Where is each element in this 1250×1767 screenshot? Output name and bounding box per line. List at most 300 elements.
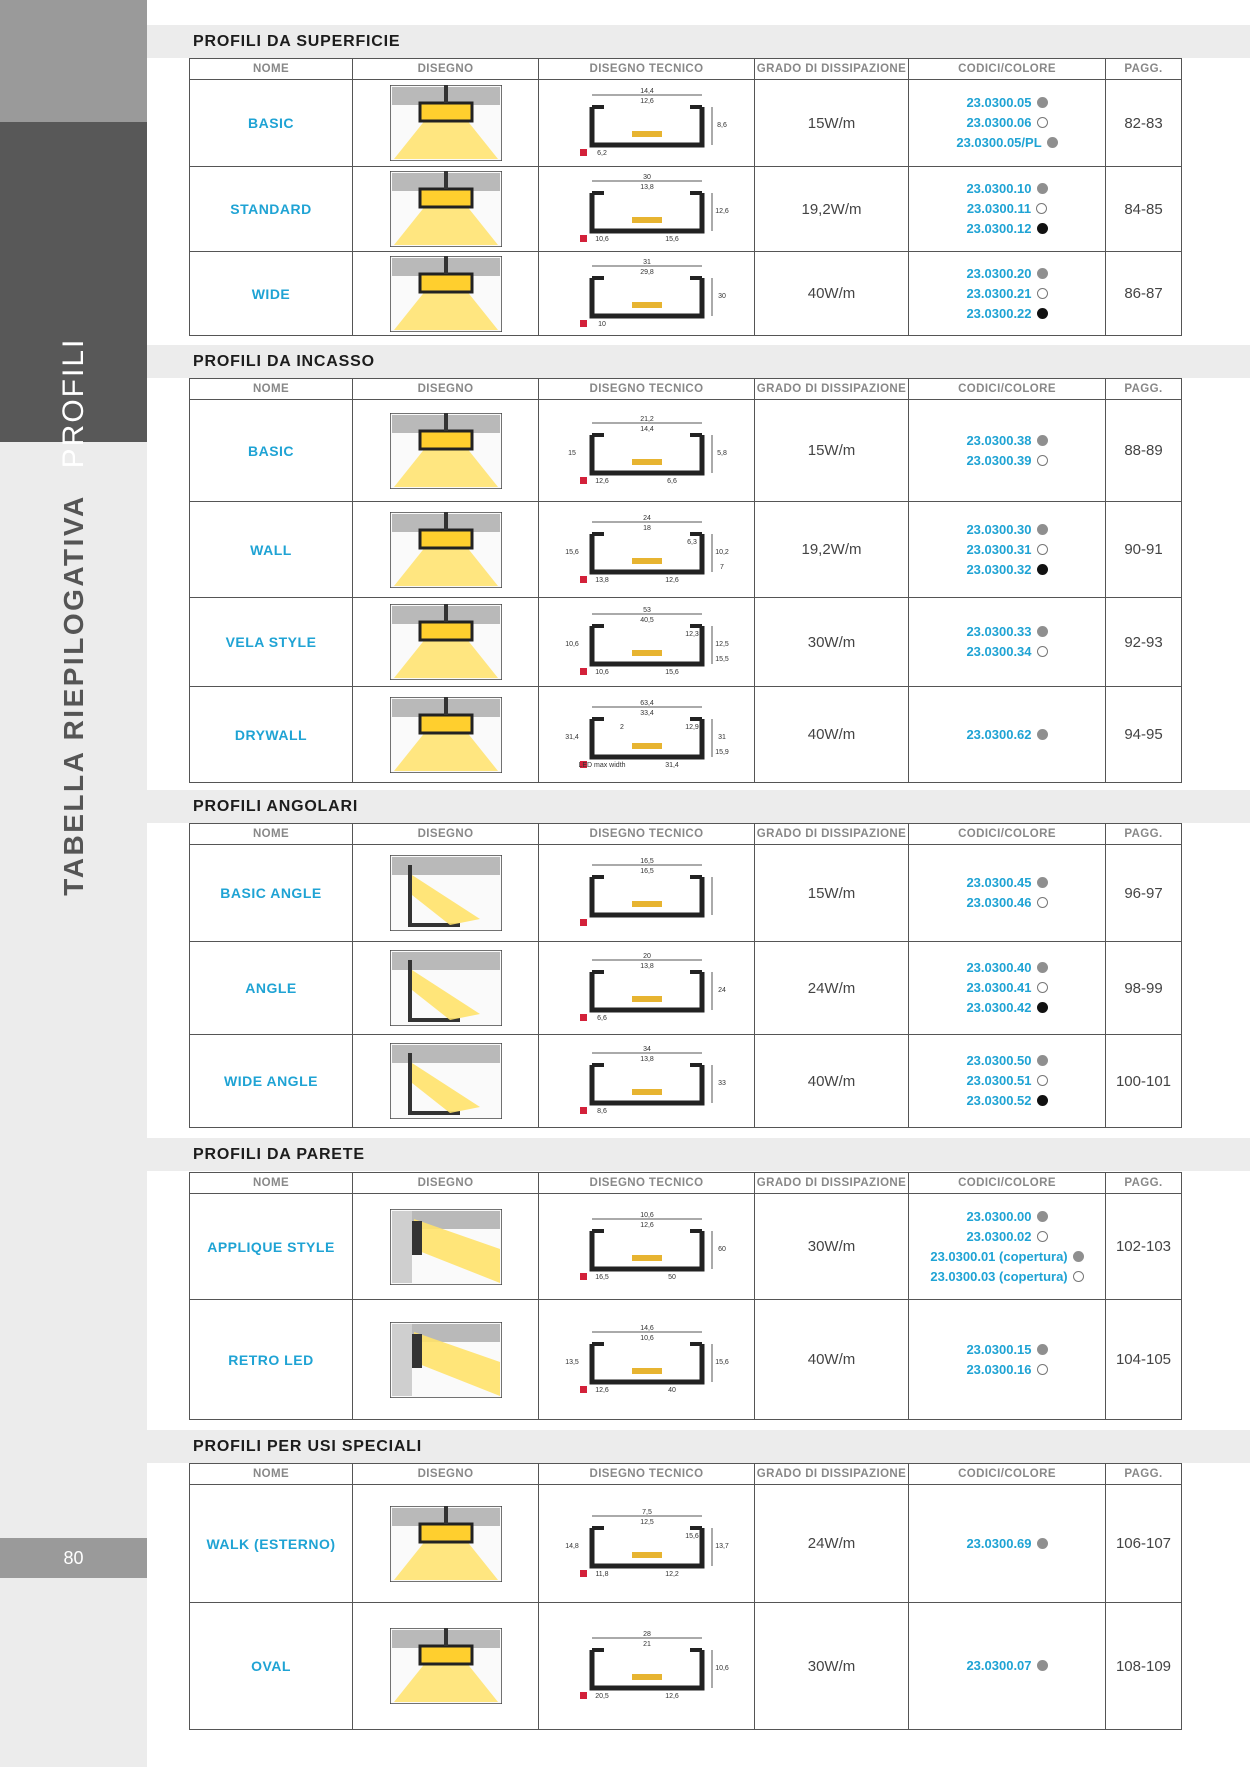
dimension-label: 12,5 <box>639 1518 654 1526</box>
page-number: 80 <box>0 1538 147 1578</box>
page-reference: 84-85 <box>1106 167 1182 252</box>
dimension-label: 6,3 <box>686 538 697 546</box>
technical-drawing <box>552 1211 742 1283</box>
dimension-label: 18 <box>642 524 651 532</box>
dimension-label: 12,6 <box>664 1693 679 1700</box>
section-header <box>147 790 1250 823</box>
technical-drawing-cell <box>539 502 755 598</box>
product-code-text: 23.0300.31 <box>966 541 1032 557</box>
table-row <box>190 1300 1182 1420</box>
profile-photo <box>390 512 502 588</box>
dimension-label: 14,8 <box>564 1542 579 1550</box>
dimension-label: 2 <box>619 723 624 731</box>
codes-cell <box>909 252 1106 336</box>
dimension-label: 15 <box>567 449 576 457</box>
product-code-text: 23.0300.07 <box>966 1658 1032 1673</box>
color-dot-icon <box>1037 1538 1048 1549</box>
profile-photo <box>390 697 502 773</box>
column-header: GRADO DI DISSIPAZIONE <box>755 1173 909 1194</box>
column-header: NOME <box>190 824 353 845</box>
page-reference: 94-95 <box>1106 687 1182 783</box>
product-code-text: 23.0300.22 <box>966 305 1032 321</box>
column-header: CODICI/COLORE <box>909 379 1106 400</box>
column-header: DISEGNO <box>353 379 539 400</box>
product-code-text: 23.0300.32 <box>966 561 1032 577</box>
codes-cell <box>909 1194 1106 1300</box>
profile-photo <box>390 950 502 1026</box>
product-code-text: 23.0300.39 <box>966 452 1032 468</box>
dimension-label: 13,8 <box>594 576 609 584</box>
profile-drawing-cell <box>353 1603 539 1730</box>
sidebar-category-label: PROFILI <box>57 337 90 469</box>
table-row <box>190 400 1182 502</box>
dimension-label: 10 <box>597 320 606 328</box>
codes-cell <box>909 80 1106 167</box>
dimension-label: 12,2 <box>664 1570 679 1578</box>
technical-drawing-cell <box>539 1603 755 1730</box>
profile-photo <box>390 1628 502 1704</box>
table-row <box>190 845 1182 942</box>
color-dot-icon <box>1073 1271 1084 1282</box>
dimension-label: 15,6 <box>564 548 579 556</box>
color-dot-icon <box>1037 1211 1048 1222</box>
dimension-label: 15,6 <box>714 1358 729 1366</box>
product-code-text: 23.0300.20 <box>966 265 1032 281</box>
dimension-label: 16,5 <box>594 1273 609 1281</box>
profile-drawing-cell <box>353 502 539 598</box>
dimension-label: 20 <box>642 953 651 960</box>
dimension-label: 53 <box>642 607 651 614</box>
color-dot-icon <box>1037 897 1048 908</box>
product-code-text: 23.0300.30 <box>966 521 1032 537</box>
page-reference: 106-107 <box>1106 1485 1182 1603</box>
dimension-label: 13,8 <box>639 1056 654 1063</box>
dimension-label: 8,6 <box>716 122 727 129</box>
color-dot-icon <box>1037 1002 1048 1013</box>
table-row <box>190 1035 1182 1128</box>
table-row <box>190 80 1182 167</box>
product-code-text: 23.0300.42 <box>966 1000 1032 1015</box>
column-header: GRADO DI DISSIPAZIONE <box>755 824 909 845</box>
codes-cell <box>909 1035 1106 1128</box>
profile-drawing-cell <box>353 167 539 252</box>
dimension-label: 15,6 <box>664 236 679 243</box>
profile-name: BASIC <box>190 80 353 167</box>
dimension-label: 15,6 <box>684 1532 699 1540</box>
product-code-text: 23.0300.51 <box>966 1073 1032 1088</box>
table-row <box>190 252 1182 336</box>
product-code-text: 23.0300.03 (copertura) <box>930 1268 1068 1284</box>
table-row <box>190 502 1182 598</box>
profile-drawing-cell <box>353 1485 539 1603</box>
product-code <box>909 978 1105 998</box>
dimension-label: 31,4 <box>564 733 579 741</box>
dimension-label: 30 <box>642 174 651 181</box>
codes-cell <box>909 1300 1106 1420</box>
dimension-label: 12,6 <box>594 1386 609 1394</box>
dissipation-grade: 40W/m <box>755 1300 909 1420</box>
technical-drawing-cell <box>539 1035 755 1128</box>
technical-drawing <box>552 415 742 487</box>
dissipation-grade: 30W/m <box>755 1194 909 1300</box>
dimension-label: 5,8 <box>716 449 727 457</box>
codes-cell <box>909 167 1106 252</box>
technical-drawing <box>552 1045 742 1117</box>
profile-drawing-cell <box>353 1300 539 1420</box>
dimension-label: 31 <box>642 258 651 266</box>
page-reference: 82-83 <box>1106 80 1182 167</box>
table-row <box>190 598 1182 687</box>
product-code <box>909 1656 1105 1676</box>
codes-cell <box>909 502 1106 598</box>
dimension-label: 12,6 <box>639 1221 654 1229</box>
profile-name: ANGLE <box>190 942 353 1035</box>
product-code-text: 23.0300.00 <box>966 1208 1032 1224</box>
dimension-label: 31 <box>717 733 726 741</box>
column-header: GRADO DI DISSIPAZIONE <box>755 1464 909 1485</box>
table-header-row <box>190 1464 1182 1485</box>
table-header-row <box>190 1173 1182 1194</box>
color-dot-icon <box>1037 982 1048 993</box>
product-code-text: 23.0300.41 <box>966 980 1032 995</box>
product-code <box>909 1051 1105 1071</box>
dimension-label: 10,2 <box>714 548 729 556</box>
product-code-text: 23.0300.46 <box>966 895 1032 910</box>
product-code-text: 23.0300.69 <box>966 1535 1032 1551</box>
technical-drawing-cell <box>539 845 755 942</box>
technical-drawing-cell <box>539 1300 755 1420</box>
dimension-label: 13,8 <box>639 963 654 970</box>
dissipation-grade: 24W/m <box>755 942 909 1035</box>
product-code <box>909 1207 1105 1227</box>
profile-drawing-cell <box>353 942 539 1035</box>
technical-drawing <box>552 699 742 771</box>
column-header: PAGG. <box>1106 1464 1182 1485</box>
technical-drawing <box>552 514 742 586</box>
dissipation-grade: 40W/m <box>755 1035 909 1128</box>
technical-drawing-cell <box>539 942 755 1035</box>
color-dot-icon <box>1037 117 1048 128</box>
column-header: GRADO DI DISSIPAZIONE <box>755 379 909 400</box>
codes-cell <box>909 1485 1106 1603</box>
dissipation-grade: 30W/m <box>755 1603 909 1730</box>
color-dot-icon <box>1037 1344 1048 1355</box>
section-table <box>189 58 1182 336</box>
profile-drawing-cell <box>353 1194 539 1300</box>
color-dot-icon <box>1037 97 1048 108</box>
section-table <box>189 823 1182 1128</box>
profile-name: BASIC ANGLE <box>190 845 353 942</box>
technical-drawing-cell <box>539 1194 755 1300</box>
section-header <box>147 345 1250 378</box>
dimension-label: 21,2 <box>639 415 654 423</box>
column-header: NOME <box>190 59 353 80</box>
product-code-text: 23.0300.34 <box>966 644 1032 659</box>
color-dot-icon <box>1037 729 1048 740</box>
sidebar-top-block <box>0 0 147 122</box>
color-dot-icon <box>1037 288 1048 299</box>
product-code <box>909 540 1105 560</box>
dimension-label: 40 <box>667 1386 676 1394</box>
dimension-label: 14,4 <box>639 88 654 95</box>
product-code <box>909 642 1105 662</box>
dissipation-grade: 24W/m <box>755 1485 909 1603</box>
profile-name: VELA STYLE <box>190 598 353 687</box>
product-code <box>909 264 1105 284</box>
product-code-text: 23.0300.10 <box>966 181 1032 196</box>
dimension-label: 14,6 <box>639 1324 654 1332</box>
column-header: DISEGNO <box>353 59 539 80</box>
profile-name: RETRO LED <box>190 1300 353 1420</box>
dimension-label: 15,9 <box>714 748 729 756</box>
color-dot-icon <box>1037 183 1048 194</box>
table-row <box>190 1194 1182 1300</box>
product-code-text: 23.0300.52 <box>966 1093 1032 1108</box>
product-code-text: 23.0300.62 <box>966 726 1032 742</box>
table-header-row <box>190 824 1182 845</box>
product-code <box>909 219 1105 239</box>
product-code <box>909 431 1105 451</box>
dimension-label: 12,6 <box>639 98 654 105</box>
section-header <box>147 1138 1250 1171</box>
column-header: CODICI/COLORE <box>909 1464 1106 1485</box>
product-code <box>909 284 1105 304</box>
codes-cell <box>909 1603 1106 1730</box>
page-reference: 88-89 <box>1106 400 1182 502</box>
technical-drawing <box>552 1324 742 1396</box>
column-header: GRADO DI DISSIPAZIONE <box>755 59 909 80</box>
dimension-label: 13,7 <box>714 1542 729 1550</box>
table-row <box>190 942 1182 1035</box>
technical-drawing <box>552 1508 742 1580</box>
section-table <box>189 1172 1182 1420</box>
product-code-text: 23.0300.50 <box>966 1053 1032 1068</box>
profile-photo <box>390 1209 502 1285</box>
technical-drawing <box>552 87 742 159</box>
dimension-label: 12,6 <box>664 576 679 584</box>
dimension-label: 12,6 <box>714 208 729 215</box>
product-code-text: 23.0300.02 <box>966 1228 1032 1244</box>
table-row <box>190 1485 1182 1603</box>
dimension-label: 24 <box>642 514 651 522</box>
dimension-label: 33,4 <box>639 709 654 717</box>
color-dot-icon <box>1037 626 1048 637</box>
dimension-label: 15,6 <box>664 669 679 676</box>
product-code-text: 23.0300.06 <box>966 115 1032 130</box>
profile-name: WALK (ESTERNO) <box>190 1485 353 1603</box>
dimension-label: 11,8 <box>594 1570 609 1578</box>
product-code <box>909 451 1105 471</box>
technical-drawing-cell <box>539 598 755 687</box>
dimension-label: 12,5 <box>714 641 729 648</box>
profile-name: BASIC <box>190 400 353 502</box>
column-header: CODICI/COLORE <box>909 1173 1106 1194</box>
section-title: PROFILI PER USI SPECIALI <box>147 1430 1250 1463</box>
dimension-label: 30 <box>717 292 726 300</box>
color-dot-icon <box>1037 223 1048 234</box>
column-header: NOME <box>190 1173 353 1194</box>
product-code-text: 23.0300.12 <box>966 221 1032 236</box>
product-code <box>909 725 1105 745</box>
product-code <box>909 1340 1105 1360</box>
dissipation-grade: 19,2W/m <box>755 502 909 598</box>
codes-cell <box>909 942 1106 1035</box>
profile-name: WIDE <box>190 252 353 336</box>
product-code <box>909 1360 1105 1380</box>
codes-cell <box>909 400 1106 502</box>
dimension-label: 20,5 <box>594 1693 609 1700</box>
profile-photo <box>390 256 502 332</box>
dimension-label: 8,6 <box>596 1108 607 1115</box>
dissipation-grade: 15W/m <box>755 400 909 502</box>
dimension-label: 60 <box>717 1245 726 1253</box>
product-code <box>909 133 1105 153</box>
profile-name: APPLIQUE STYLE <box>190 1194 353 1300</box>
product-code <box>909 1227 1105 1247</box>
product-code-text: 23.0300.38 <box>966 432 1032 448</box>
product-code-text: 23.0300.05/PL <box>956 135 1042 150</box>
color-dot-icon <box>1037 646 1048 657</box>
section-header <box>147 1430 1250 1463</box>
dimension-label: 10,6 <box>714 1665 729 1672</box>
profile-photo <box>390 855 502 931</box>
column-header: DISEGNO TECNICO <box>539 824 755 845</box>
color-dot-icon <box>1037 1364 1048 1375</box>
dimension-label: 24 <box>717 987 726 994</box>
color-dot-icon <box>1037 308 1048 319</box>
product-code-text: 23.0300.40 <box>966 960 1032 975</box>
color-dot-icon <box>1037 1075 1048 1086</box>
product-code <box>909 893 1105 913</box>
dimension-label: 6,2 <box>596 150 607 157</box>
section-title: PROFILI DA PARETE <box>147 1138 1250 1171</box>
profile-photo <box>390 1506 502 1582</box>
column-header: PAGG. <box>1106 59 1182 80</box>
dissipation-grade: 15W/m <box>755 80 909 167</box>
column-header: NOME <box>190 1464 353 1485</box>
profile-drawing-cell <box>353 1035 539 1128</box>
codes-cell <box>909 687 1106 783</box>
product-code-text: 23.0300.45 <box>966 875 1032 890</box>
technical-drawing-cell <box>539 167 755 252</box>
dimension-label: 15,5 <box>714 656 729 663</box>
section-header <box>147 25 1250 58</box>
dimension-label: 10,6 <box>639 1211 654 1219</box>
section-table <box>189 1463 1182 1730</box>
color-dot-icon <box>1037 544 1048 555</box>
codes-cell <box>909 598 1106 687</box>
column-header: DISEGNO TECNICO <box>539 379 755 400</box>
profile-drawing-cell <box>353 80 539 167</box>
color-dot-icon <box>1037 1660 1048 1671</box>
page-reference: 90-91 <box>1106 502 1182 598</box>
column-header: CODICI/COLORE <box>909 824 1106 845</box>
color-dot-icon <box>1037 877 1048 888</box>
profile-name: WALL <box>190 502 353 598</box>
sidebar-category-block <box>0 122 147 469</box>
dimension-label: 10,6 <box>594 236 609 243</box>
product-code <box>909 873 1105 893</box>
profile-name: STANDARD <box>190 167 353 252</box>
dimension-label: 6,6 <box>596 1015 607 1022</box>
dimension-label: 13,5 <box>564 1358 579 1366</box>
technical-drawing <box>552 258 742 330</box>
dimension-label: 34 <box>642 1046 651 1053</box>
dimension-label: 16,5 <box>639 858 654 865</box>
color-dot-icon <box>1037 524 1048 535</box>
page-reference: 86-87 <box>1106 252 1182 336</box>
column-header: NOME <box>190 379 353 400</box>
dissipation-grade: 15W/m <box>755 845 909 942</box>
profile-drawing-cell <box>353 252 539 336</box>
profile-photo <box>390 1043 502 1119</box>
dimension-label: 29,8 <box>639 268 654 276</box>
product-code <box>909 179 1105 199</box>
technical-drawing <box>552 952 742 1024</box>
table-row <box>190 1603 1182 1730</box>
color-dot-icon <box>1037 564 1048 575</box>
page-reference: 96-97 <box>1106 845 1182 942</box>
column-header: PAGG. <box>1106 379 1182 400</box>
profile-drawing-cell <box>353 598 539 687</box>
column-header: PAGG. <box>1106 824 1182 845</box>
technical-drawing-cell <box>539 687 755 783</box>
color-dot-icon <box>1037 268 1048 279</box>
profile-drawing-cell <box>353 400 539 502</box>
profile-name: OVAL <box>190 1603 353 1730</box>
profile-photo <box>390 1322 502 1398</box>
table-row <box>190 687 1182 783</box>
product-code-text: 23.0300.16 <box>966 1361 1032 1377</box>
dimension-label: 6,6 <box>666 477 677 485</box>
product-code-text: 23.0300.21 <box>966 285 1032 301</box>
page-reference: 100-101 <box>1106 1035 1182 1128</box>
product-code <box>909 1247 1105 1267</box>
product-code <box>909 199 1105 219</box>
product-code <box>909 1071 1105 1091</box>
table-row <box>190 167 1182 252</box>
product-code <box>909 1091 1105 1111</box>
dimension-label: 40,5 <box>639 617 654 624</box>
dissipation-grade: 40W/m <box>755 687 909 783</box>
dissipation-grade: 19,2W/m <box>755 167 909 252</box>
product-code-text: 23.0300.11 <box>966 201 1032 216</box>
table-header-row <box>190 59 1182 80</box>
product-code <box>909 998 1105 1018</box>
page-reference: 102-103 <box>1106 1194 1182 1300</box>
dimension-label: 12,9 <box>684 723 699 731</box>
dimension-label: 10,6 <box>564 641 579 648</box>
product-code-text: 23.0300.33 <box>966 624 1032 639</box>
profile-photo <box>390 171 502 247</box>
product-code <box>909 93 1105 113</box>
color-dot-icon <box>1073 1251 1084 1262</box>
dimension-label: 12,3 <box>684 631 699 638</box>
product-code-text: 23.0300.15 <box>966 1341 1032 1357</box>
page-reference: 92-93 <box>1106 598 1182 687</box>
sidebar <box>0 0 147 1767</box>
page-reference: 98-99 <box>1106 942 1182 1035</box>
product-code <box>909 520 1105 540</box>
technical-drawing <box>552 857 742 929</box>
dimension-label: 33 <box>717 1080 726 1087</box>
profile-drawing-cell <box>353 845 539 942</box>
dimension-label: 31,4 <box>664 761 679 769</box>
profile-drawing-cell <box>353 687 539 783</box>
product-code <box>909 958 1105 978</box>
color-dot-icon <box>1036 203 1047 214</box>
profile-photo <box>390 85 502 161</box>
